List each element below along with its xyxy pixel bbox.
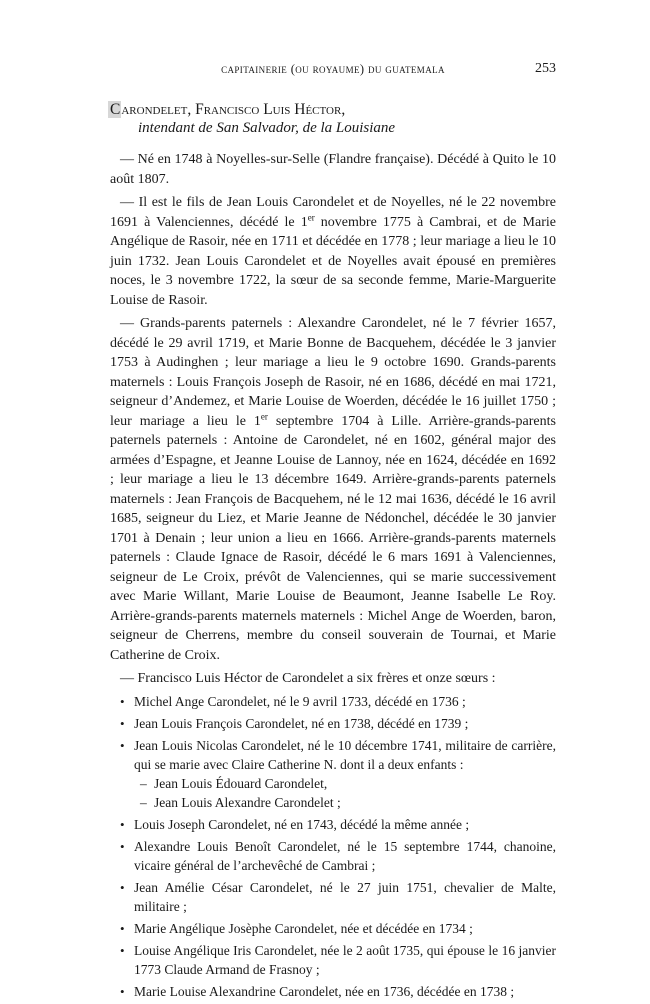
sibling-text: Michel Ange Carondelet, né le 9 avril 1733, décédé en 1736 ; [134,693,466,709]
grandparents-text-1: — Grands-parents paternels : Alexandre Carondelet, né le 7 février 1657, décédé le 29 avril 1719, et Marie Bonne de Bacquehem, décédée le 3 janvier 1753 à Audinghen ; leur mariage a lieu le 9 octobre 1690. Grands-parents maternels : Louis François Joseph de Rasoir, né en 1686, décédé en mai 1721, seigneur d’Andemez, et Marie Louise de Woerden, décédée le 16 juillet 1750 ; leur mariage a lieu le 1 [110,316,556,429]
entry-name-highlight [108,101,121,118]
superscript-er: er [260,410,268,421]
list-item [120,714,556,733]
list-item [120,837,556,875]
grandparents-text-2: septembre 1704 à Lille. Arrière-grands-parents paternels paternels : Antoine de Carondelet, né en 1602, général major des armées d’Espagne, et Jeanne Louise de Lannoy, née en 1624, décédée en 1692 ; leur mariage a lieu le 13 décembre 1649. Arrière-grands-parents paternels maternels : Jean François de Bacquehem, né le 12 mai 1636, décédé le 16 avril 1685, seigneur du Liez, et Marie Jeanne de Nédonchel, décédée le 30 janvier 1701 à Denain ; leur union a lieu en 1666. Arrière-grands-parents maternels paternels : Claude Ignace de Rasoir, décédé le 6 mars 1691 à Valenciennes, seigneur de Le Croix, prévôt de Valenciennes, qui se marie successivement avec Marie Willant, Marie Louise de Beaumont, Jeanne Isabelle Le Roy. Arrière-grands-parents maternels maternels : Michel Ange de Woerden, baron, seigneur de Cherrens, membre du conseil souverain de Tournai, et Marie Catherine de Croix. [110,413,556,663]
page-number: 253 [535,61,556,76]
birth-death-paragraph: — Né en 1748 à Noyelles-sur-Selle (Flandre française). Décédé à Quito le 10 août 1807. [110,152,556,187]
entry-name-rest: arondelet, Francisco Luis Héctor, [121,101,346,118]
list-item [120,878,556,916]
list-item [120,692,556,711]
child-item: – Jean Louis Alexandre Carondelet ; [140,793,556,812]
parents-text-1: — Il est le fils de Jean Louis Carondelet et de Noyelles, né le 22 novembre 1691 à Valenciennes, décédé le 1 [110,195,556,230]
siblings-list [110,692,556,1001]
child-item: – Jean Louis Édouard Carondelet, [140,774,556,793]
entry-subtitle: intendant de San Salvador, de la Louisiane [138,120,396,136]
sibling-text: Louise Angélique Iris Carondelet, née le 2 août 1735, qui épouse le 16 janvier 1773 Claude Armand de Frasnoy ; [134,942,556,977]
sibling-text: Jean Amélie César Carondelet, né le 27 juin 1751, chevalier de Malte, militaire ; [134,879,556,914]
sibling-text: Marie Angélique Josèphe Carondelet, née et décédée en 1734 ; [134,920,473,936]
sibling-text: Alexandre Louis Benoît Carondelet, né le 15 septembre 1744, chanoine, vicaire général de l’archevêché de Cambrai ; [134,838,556,873]
parents-text-2: novembre 1775 à Cambrai, et de Marie Angélique de Rasoir, née en 1711 et décédée en 1778 ; leur mariage a lieu le 10 juin 1732. Jean Louis Carondelet et de Noyelles avait épousé en premières noces, le 3 novembre 1722, la sœur de sa seconde femme, Marie-Marguerite Louise de Rasoir. [110,214,556,308]
siblings-intro: — Francisco Luis Héctor de Carondelet a six frères et onze sœurs : [120,671,496,686]
entry-body [110,150,556,1004]
entry-name [110,101,556,119]
children-list [134,774,556,812]
running-head [110,62,556,80]
sibling-text: Jean Louis Nicolas Carondelet, né le 10 décembre 1741, militaire de carrière, qui se marie avec Claire Catherine N. dont il a deux enfants : [134,737,556,772]
sibling-text: Jean Louis François Carondelet, né en 1738, décédé en 1739 ; [134,715,469,731]
superscript-er: er [307,211,315,222]
list-item [120,982,556,1001]
running-title: capitainerie (ou royaume) du guatemala [221,62,445,76]
list-item [120,941,556,979]
entry-heading [110,101,556,137]
list-item [120,919,556,938]
grandparents-paragraph [110,314,556,665]
sibling-text: Louis Joseph Carondelet, né en 1743, décédé la même année ; [134,816,470,832]
entry-name-initial: C [110,101,121,118]
parents-paragraph [110,193,556,310]
list-item [120,815,556,834]
list-item [120,736,556,812]
sibling-text: Marie Louise Alexandrine Carondelet, née en 1736, décédée en 1738 ; [134,983,515,999]
